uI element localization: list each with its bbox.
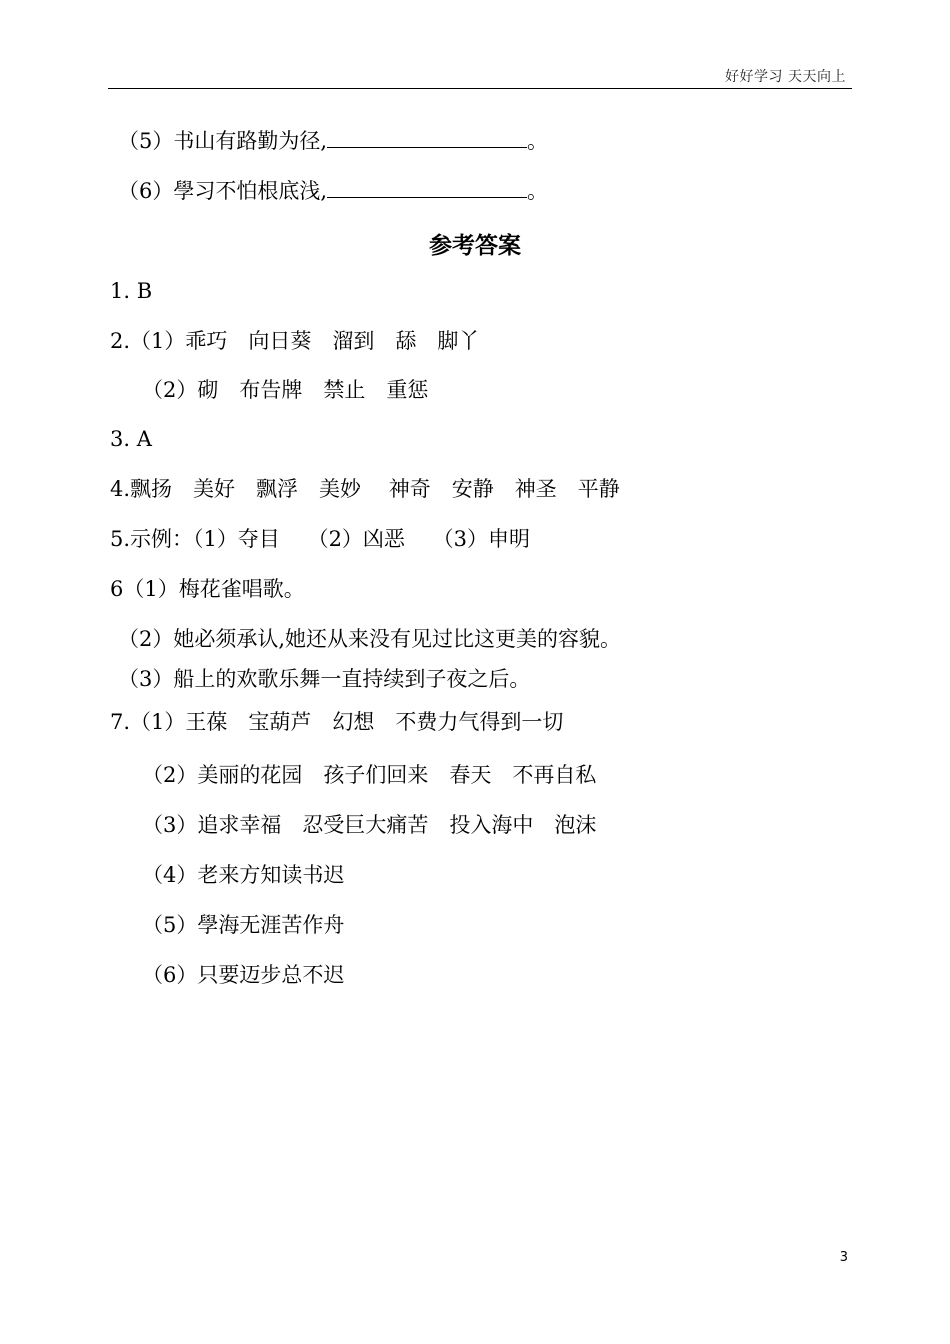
answer-7-5: （5）學海无涯苦作舟 <box>142 913 345 937</box>
answer-7-6: （6）只要迈步总不迟 <box>142 963 345 987</box>
question-5-end: 。 <box>527 129 549 153</box>
answer-2-1: 2.（1）乖巧 向日葵 溜到 舔 脚丫 <box>110 329 480 353</box>
answer-7-3: （3）追求幸福 忍受巨大痛苦 投入海中 泡沫 <box>142 813 597 837</box>
answer-5: 5.示例：（1）夺目 （2）凶恶 （3）申明 <box>110 527 530 551</box>
answer-4: 4.飘扬 美好 飘浮 美妙 神奇 安静 神圣 平静 <box>110 477 620 501</box>
question-6-text: （6）學习不怕根底浅, <box>118 179 328 203</box>
answer-7-2: （2）美丽的花园 孩子们回来 春天 不再自私 <box>142 763 597 787</box>
answer-blank-5[interactable] <box>327 129 527 148</box>
page-number: 3 <box>839 1250 848 1265</box>
answer-6-1: 6（1）梅花雀唱歌。 <box>110 577 305 601</box>
answer-6-2: （2）她必须承认,她还从来没有见过比这更美的容貌。 <box>118 627 622 651</box>
header-text: 好好学习 天天向上 <box>725 69 846 85</box>
answer-1: 1. B <box>110 279 153 303</box>
answer-7-4: （4）老来方知读书迟 <box>142 863 345 887</box>
header-rule <box>108 88 852 89</box>
question-5-text: （5）书山有路勤为径, <box>118 129 328 153</box>
answer-blank-6[interactable] <box>327 179 527 198</box>
question-6 <box>118 178 548 204</box>
answer-7-1: 7.（1）王葆 宝葫芦 幻想 不费力气得到一切 <box>110 710 564 734</box>
answer-2-2: （2）砌 布告牌 禁止 重惩 <box>142 378 429 402</box>
answers-title: 参考答案 <box>429 233 521 259</box>
question-5 <box>118 128 548 154</box>
question-6-end: 。 <box>527 179 549 203</box>
answer-6-3: （3）船上的欢歌乐舞一直持续到子夜之后。 <box>118 667 531 691</box>
answer-3: 3. A <box>110 427 152 451</box>
